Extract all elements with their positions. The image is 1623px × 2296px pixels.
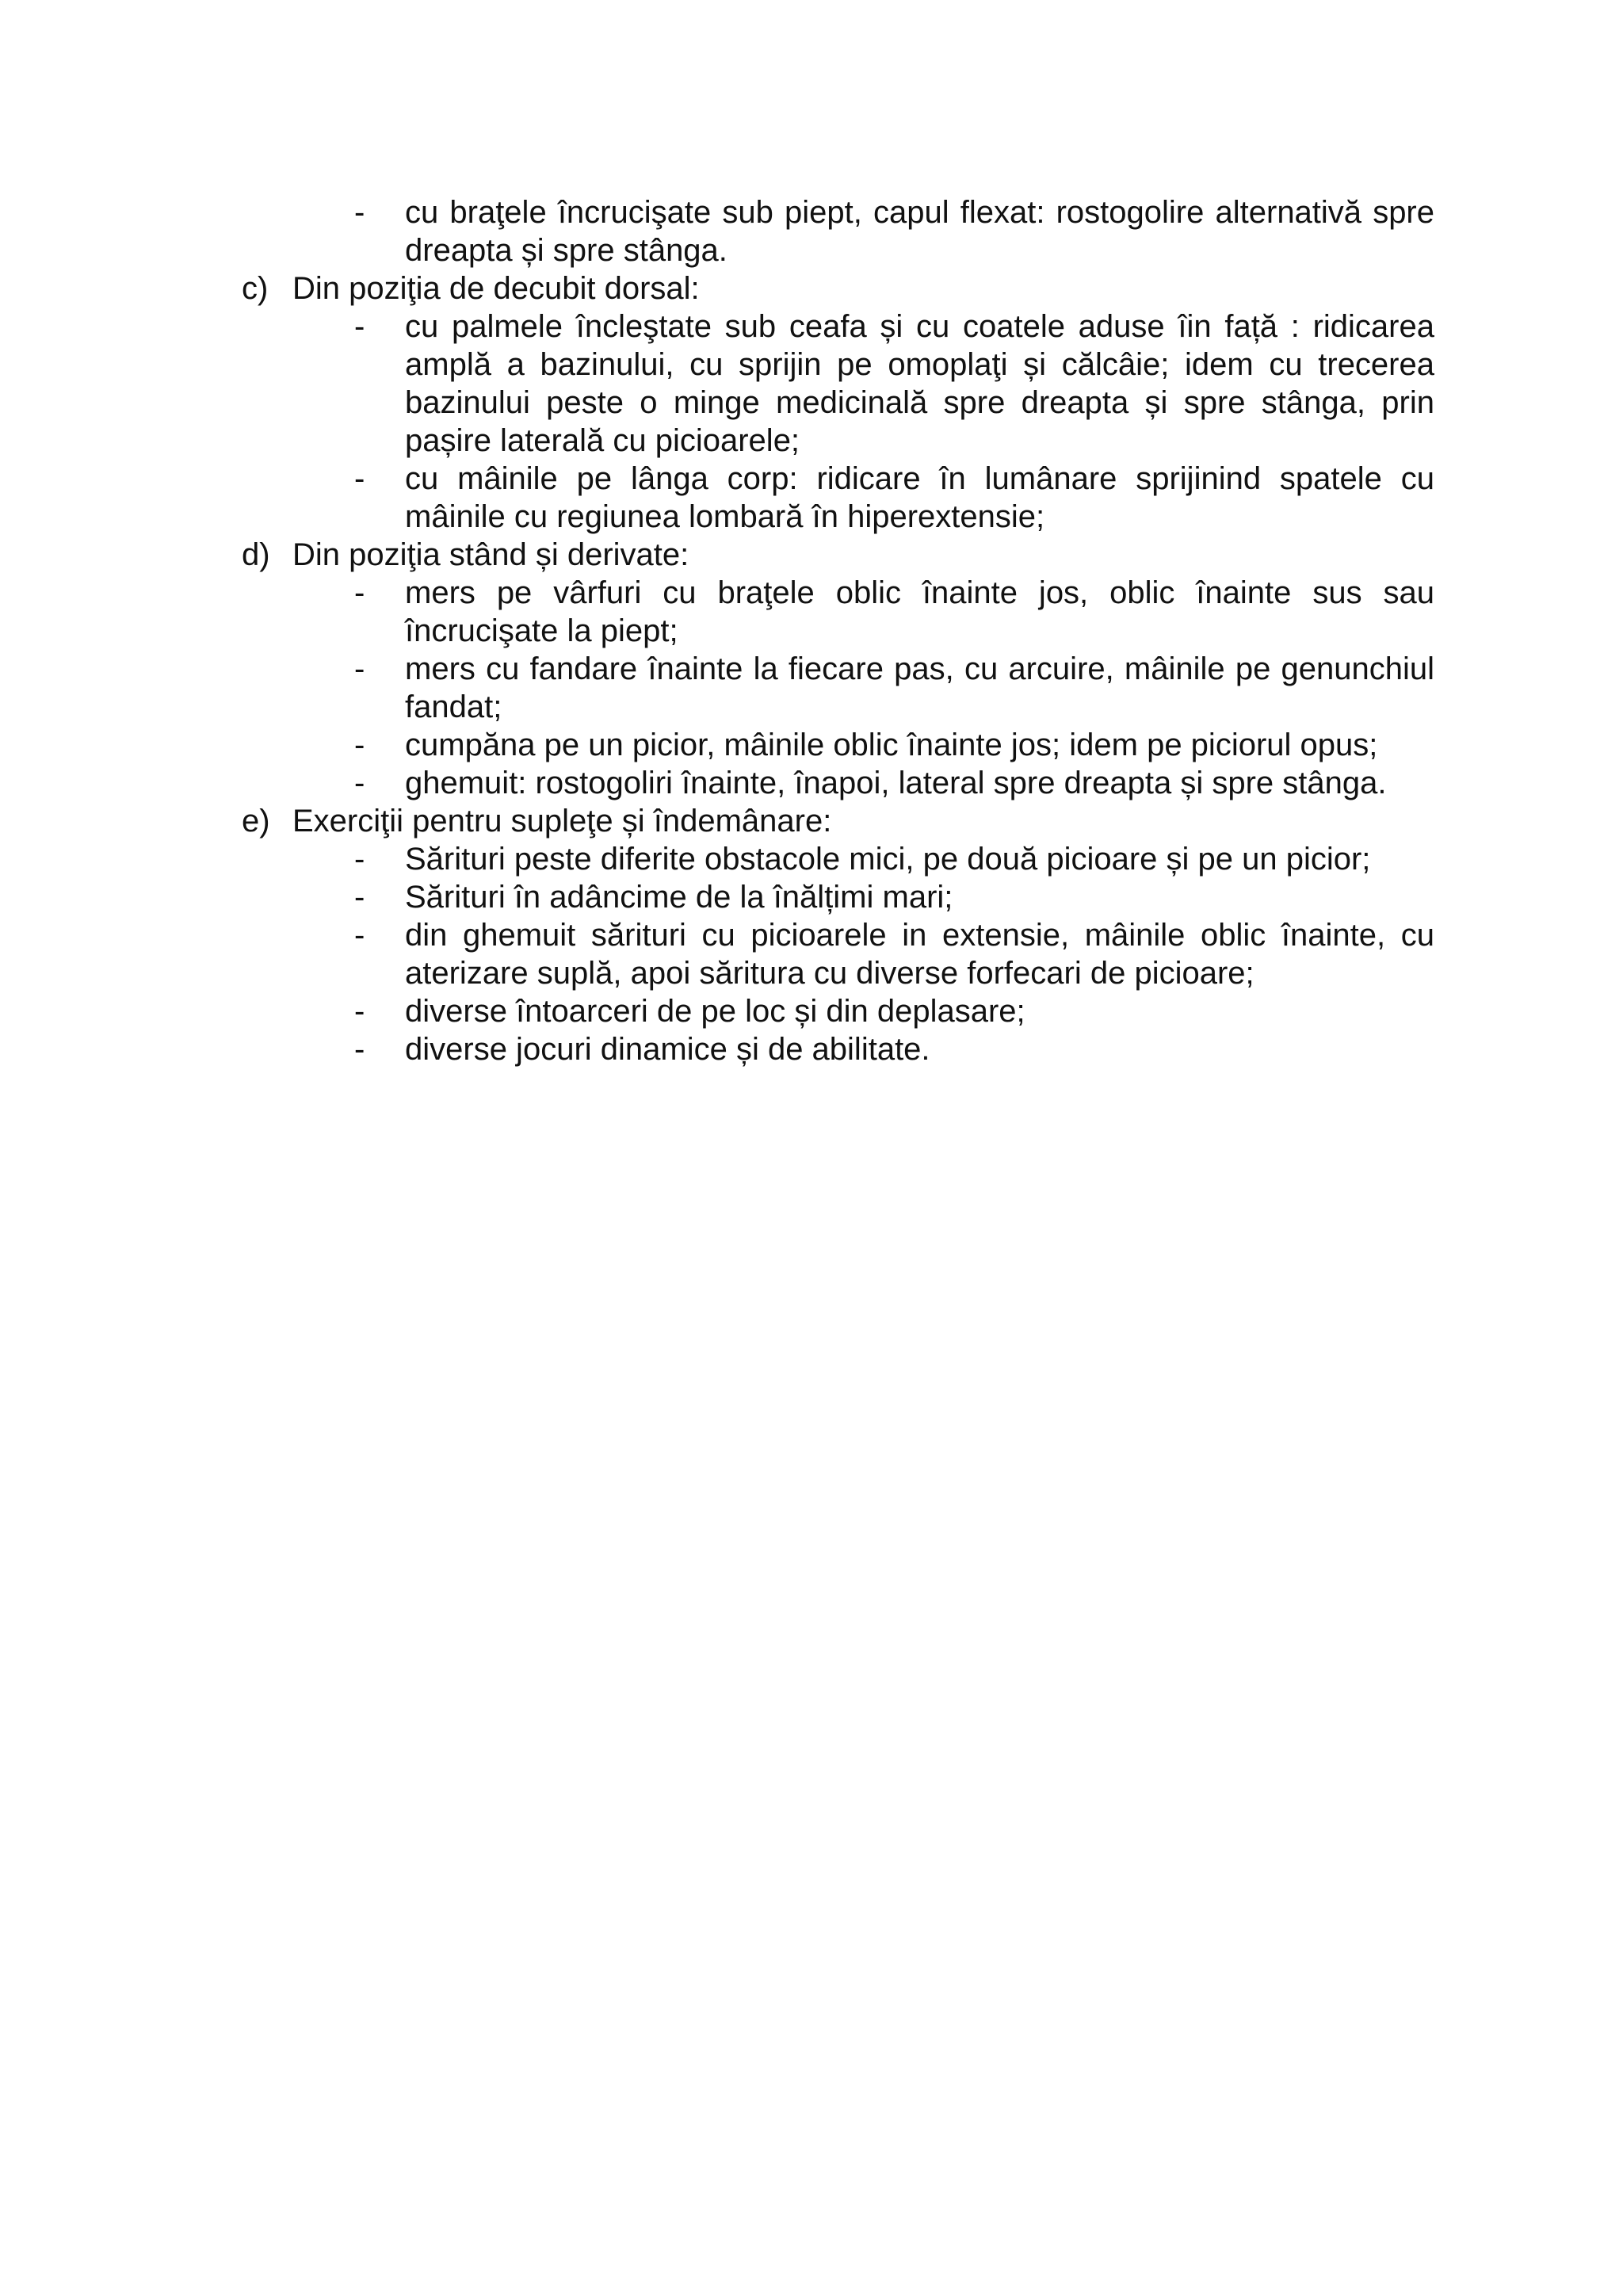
dash-bullet: - xyxy=(354,1032,365,1067)
list-item xyxy=(354,650,1434,726)
item-list xyxy=(242,574,1434,802)
item-text: diverse întoarceri de pe loc și din deplasare; xyxy=(405,994,1025,1029)
item-text: Sărituri în adâncime de la înălțimi mari; xyxy=(405,880,953,915)
section-d xyxy=(242,536,1434,802)
section-heading xyxy=(242,269,1434,308)
list-item xyxy=(354,574,1434,650)
dash-bullet: - xyxy=(354,880,365,915)
item-text: diverse jocuri dinamice și de abilitate. xyxy=(405,1032,930,1067)
list-item xyxy=(354,840,1434,878)
section-heading xyxy=(242,802,1434,840)
item-text: ghemuit: rostogoliri înainte, înapoi, lateral spre dreapta și spre stânga. xyxy=(405,766,1387,800)
list-item xyxy=(354,460,1434,536)
item-list xyxy=(242,193,1434,269)
dash-bullet: - xyxy=(354,766,365,800)
list-item xyxy=(354,1030,1434,1068)
list-item xyxy=(354,878,1434,916)
section-letter: c) xyxy=(242,271,269,306)
item-text: Sărituri peste diferite obstacole mici, pe două picioare și pe un picior; xyxy=(405,842,1371,877)
section-continuation xyxy=(242,193,1434,269)
section-e xyxy=(242,802,1434,1068)
dash-bullet: - xyxy=(354,309,365,344)
dash-bullet: - xyxy=(354,918,365,953)
dash-bullet: - xyxy=(354,575,365,610)
dash-bullet: - xyxy=(354,728,365,762)
list-item xyxy=(354,764,1434,802)
list-item xyxy=(354,992,1434,1030)
section-title: Exerciţii pentru supleţe și îndemânare: xyxy=(292,804,832,839)
section-letter: e) xyxy=(242,804,270,839)
item-list xyxy=(242,840,1434,1068)
item-text: mers cu fandare înainte la fiecare pas, cu arcuire, mâinile pe genunchiul fandat; xyxy=(405,651,1434,724)
item-text: cu mâinile pe lânga corp: ridicare în lumânare sprijinind spatele cu mâinile cu regiunea lombară în hiperextensie; xyxy=(405,461,1434,534)
list-item xyxy=(354,916,1434,992)
item-text: din ghemuit sărituri cu picioarele in extensie, mâinile oblic înainte, cu aterizare suplă, apoi săritura cu diverse forfecari de picioare; xyxy=(405,918,1434,991)
list-item xyxy=(354,193,1434,269)
section-title: Din poziţia stând și derivate: xyxy=(292,537,689,572)
item-text: cu braţele încrucişate sub piept, capul flexat: rostogolire alternativă spre dreapta și spre stânga. xyxy=(405,195,1434,268)
item-text: cumpăna pe un picior, mâinile oblic înainte jos; idem pe piciorul opus; xyxy=(405,728,1378,762)
dash-bullet: - xyxy=(354,994,365,1029)
dash-bullet: - xyxy=(354,842,365,877)
dash-bullet: - xyxy=(354,195,365,230)
section-title: Din poziţia de decubit dorsal: xyxy=(292,271,700,306)
section-letter: d) xyxy=(242,537,270,572)
item-text: mers pe vârfuri cu braţele oblic înainte jos, oblic înainte sus sau încrucişate la piept; xyxy=(405,575,1434,648)
document-body xyxy=(242,193,1434,1068)
section-heading xyxy=(242,536,1434,574)
dash-bullet: - xyxy=(354,651,365,686)
list-item xyxy=(354,726,1434,764)
dash-bullet: - xyxy=(354,461,365,496)
list-item xyxy=(354,308,1434,460)
section-c xyxy=(242,269,1434,536)
item-text: cu palmele încleştate sub ceafa și cu coatele aduse îin față : ridicarea amplă a bazinului, cu sprijin pe omoplaţi și călcâie; idem cu trecerea bazinului peste o minge medicinală spre dreapta și spre stânga, prin pașire laterală cu picioarele; xyxy=(405,309,1434,458)
item-list xyxy=(242,308,1434,536)
